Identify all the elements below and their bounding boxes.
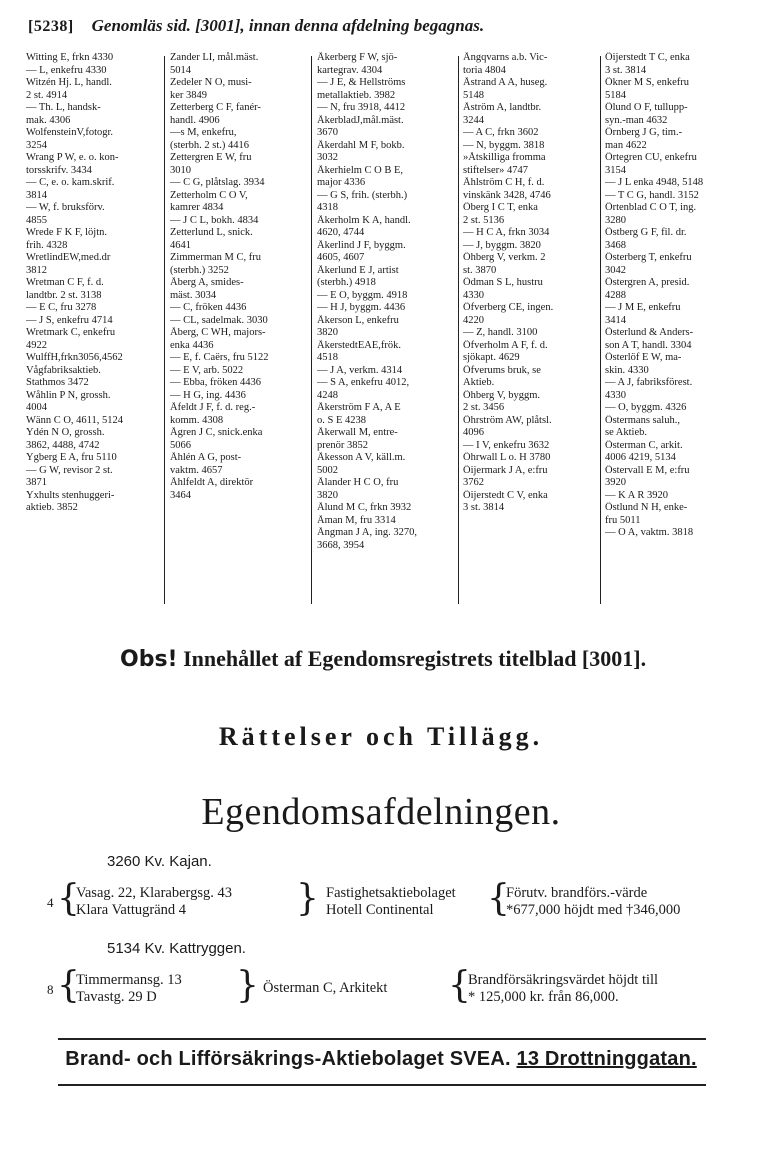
directory-entry: — C, e. o. kam.skrif.: [26, 177, 115, 188]
column-divider: [164, 56, 165, 604]
directory-entry: Aktieb.: [463, 377, 495, 388]
directory-entry: — E, f. Caërs, fru 5122: [170, 352, 269, 363]
directory-entry: frih. 4328: [26, 239, 68, 251]
directory-entry: Wrede F K F, löjtn.: [26, 227, 107, 238]
directory-entry: handl. 4906: [170, 114, 220, 126]
directory-entry: WretlindEW,med.dr: [26, 252, 111, 263]
directory-entry: Ölund O F, tullupp-: [605, 102, 688, 113]
directory-entry: Zetterholm C O V,: [170, 189, 248, 201]
directory-entry: »Åtskilliga fromma: [463, 152, 546, 163]
directory-entry: Österberg T, enkefru: [605, 252, 692, 263]
brace-icon: {: [57, 965, 80, 1006]
directory-entry: skin. 4330: [605, 364, 649, 376]
property-number: 8: [47, 982, 54, 997]
directory-entry: Zetterlund L, snick.: [170, 227, 253, 238]
directory-entry: Öhberg V, verkm. 2: [463, 252, 546, 263]
directory-entry: 3920: [605, 477, 626, 488]
directory-entry: Ångqvarns a.b. Vic-: [463, 52, 548, 63]
directory-entry: — L, enkefru 4330: [26, 64, 107, 76]
directory-entry: Witzén Hj. L, handl.: [26, 77, 112, 88]
directory-entry: Ödman S L, hustru: [463, 277, 543, 288]
directory-entry: — CL, sadelmak. 3030: [170, 314, 268, 326]
directory-entry: 4004: [26, 402, 47, 413]
directory-entry: 5014: [170, 64, 191, 76]
directory-entry: Zimmerman M C, fru: [170, 252, 261, 263]
directory-entry: Östervall E M, e:fru: [605, 464, 690, 476]
header-title: Genomläs sid. [3001], innan denna afdelning begagnas.: [91, 16, 485, 35]
directory-entry: 3668, 3954: [317, 539, 365, 551]
directory-entry: — A J, fabriksförest.: [605, 377, 693, 388]
directory-columns: [26, 52, 740, 607]
directory-entry: 3414: [605, 314, 626, 326]
notice: [120, 646, 750, 676]
directory-entry: — E O, byggm. 4918: [317, 289, 408, 301]
directory-entry: — J C L, bokh. 4834: [170, 214, 259, 226]
directory-entry: 2 st. 4914: [26, 89, 68, 101]
brace-icon: {: [448, 965, 471, 1006]
directory-entry: Wåhlin P N, grossh.: [26, 389, 111, 401]
directory-entry: — W, f. bruksförv.: [26, 202, 105, 213]
directory-entry: o. S E 4238: [317, 414, 367, 426]
brace-icon: }: [296, 878, 319, 919]
directory-entry: son A T, handl. 3304: [605, 339, 692, 351]
notice-text: Innehållet af Egendomsregistrets titelblad [3001].: [183, 646, 647, 671]
directory-entry: — H G, ing. 4436: [170, 389, 246, 401]
property-owner: Fastighetsaktiebolaget Hotell Continental: [326, 885, 456, 918]
directory-entry: Öijerstedt C V, enka: [463, 489, 548, 501]
directory-entry: 5002: [317, 464, 338, 476]
page-header: [28, 16, 738, 46]
directory-entry: prenör 3852: [317, 439, 369, 451]
directory-entry: 4620, 4744: [317, 227, 365, 238]
directory-entry: Öhberg V, byggm.: [463, 389, 541, 401]
directory-entry: Åkesson A V, käll.m.: [317, 452, 406, 463]
directory-entry: 3814: [26, 189, 47, 201]
directory-entry: enka 4436: [170, 339, 214, 351]
property-heading: 5134 Kv. Kattryggen.: [107, 940, 246, 957]
directory-entry: — C G, plåtslag. 3934: [170, 177, 265, 188]
directory-entry: Ågren J C, snick.enka: [170, 427, 263, 438]
directory-entry: Ålund M C, frkn 3932: [317, 502, 412, 513]
directory-entry: 4096: [463, 427, 484, 438]
directory-entry: 4641: [170, 239, 191, 251]
directory-entry: Zetterberg C F, fanér-: [170, 102, 261, 113]
divider-line: [58, 1038, 706, 1040]
directory-entry: 3 st. 3814: [463, 502, 505, 513]
directory-entry: Åberg, C WH, majors-: [170, 327, 266, 338]
property-address: Vasag. 22, Klarabergsg. 43 Klara Vattugränd 4: [76, 885, 232, 918]
directory-entry: Åkerwall M, entre-: [317, 427, 398, 438]
directory-entry: 3464: [170, 489, 191, 501]
directory-entry: ker 3849: [170, 89, 208, 101]
directory-entry: Österlund & Anders-: [605, 327, 694, 338]
directory-entry: 3820: [317, 327, 338, 338]
advertisement-main: Brand- och Lifförsäkrings-Aktiebolaget SVEA.: [65, 1048, 511, 1070]
directory-entry: — T C G, handl. 3152: [605, 189, 699, 201]
directory-entry: 3280: [605, 214, 626, 226]
property-value: Förutv. brandförs.-värde *677,000 höjdt med †346,000: [506, 885, 681, 918]
property-address: Timmermansg. 13 Tavastg. 29 D: [76, 972, 182, 1005]
directory-entry: vaktm. 4657: [170, 464, 223, 476]
notice-prefix: Obs!: [120, 647, 178, 672]
directory-entry: — G S, frih. (sterbh.): [317, 189, 408, 201]
directory-entry: — C, fröken 4436: [170, 302, 247, 313]
directory-entry: — J, byggm. 3820: [463, 239, 541, 251]
directory-entry: Öhrström AW, plåtsl.: [463, 414, 552, 426]
directory-entry: Åkerström F A, A E: [317, 402, 401, 413]
directory-entry: — N, byggm. 3818: [463, 139, 545, 151]
directory-entry: 3812: [26, 264, 47, 276]
directory-entry: 3820: [317, 489, 338, 501]
directory-entry: kartegrav. 4304: [317, 64, 383, 76]
directory-column-1: [26, 52, 158, 607]
directory-entry: — H C A, frkn 3034: [463, 227, 550, 238]
directory-entry: Öijermark J A, e:fru: [463, 464, 548, 476]
directory-entry: Wretman C F, f. d.: [26, 277, 104, 288]
directory-entry: — A C, frkn 3602: [463, 127, 539, 138]
directory-entry: Åkerhielm C O B E,: [317, 164, 404, 176]
directory-entry: Vågfabriksaktieb.: [26, 364, 101, 376]
directory-entry: Åkerberg F W, sjö-: [317, 52, 398, 63]
advertisement-address: 13 Drottninggatan.: [516, 1048, 697, 1070]
directory-entry: Åfeldt J F, f. d. reg.-: [170, 402, 256, 413]
directory-entry: — O A, vaktm. 3818: [605, 527, 694, 538]
directory-entry: Österlöf E W, ma-: [605, 352, 682, 363]
directory-entry: 3032: [317, 152, 338, 163]
directory-entry: Åkerdahl M F, bokb.: [317, 139, 405, 151]
directory-entry: 4288: [605, 289, 626, 301]
property-owner: Österman C, Arkitekt: [263, 980, 388, 996]
directory-entry: Åkerson L, enkefru: [317, 314, 399, 326]
directory-entry: 3 st. 3814: [605, 64, 647, 76]
directory-entry: WolfensteinV,fotogr.: [26, 127, 114, 138]
directory-entry: — E V, arb. 5022: [170, 364, 244, 376]
directory-column-3: [317, 52, 453, 607]
directory-entry: — J A, verkm. 4314: [317, 364, 403, 376]
directory-entry: —s M, enkefru,: [170, 127, 237, 138]
directory-entry: Östlund N H, enke-: [605, 502, 688, 513]
directory-entry: 2 st. 5136: [463, 214, 505, 226]
directory-entry: 5184: [605, 89, 626, 101]
directory-entry: 4605, 4607: [317, 252, 365, 263]
directory-entry: Örnberg J G, tim.-: [605, 127, 683, 138]
directory-entry: Ygberg E A, fru 5110: [26, 452, 117, 463]
divider-line: [58, 1084, 706, 1086]
directory-entry: Åhlén A G, post-: [170, 452, 242, 463]
directory-entry: 3862, 4488, 4742: [26, 439, 100, 451]
advertisement: [0, 1048, 762, 1080]
directory-entry: (sterbh.) 4918: [317, 277, 376, 288]
directory-entry: Ångman J A, ing. 3270,: [317, 527, 418, 538]
property-number: 4: [47, 895, 54, 910]
directory-column-4: [463, 52, 595, 607]
directory-entry: Wänn C O, 4611, 5124: [26, 414, 124, 426]
directory-entry: Öberg I C T, enka: [463, 202, 538, 213]
directory-entry: Öfverums bruk, se: [463, 364, 541, 376]
directory-entry: ÅkerstedtEAE,frök.: [317, 339, 401, 351]
directory-entry: Östergren A, presid.: [605, 277, 690, 288]
directory-entry: 3468: [605, 239, 626, 251]
directory-entry: 4248: [317, 389, 338, 401]
directory-entry: Zedeler N O, musi-: [170, 77, 252, 88]
directory-entry: Zander LI, mål.mäst.: [170, 52, 259, 63]
directory-entry: 4518: [317, 352, 338, 363]
directory-entry: toria 4804: [463, 64, 506, 76]
directory-entry: Stathmos 3472: [26, 377, 89, 388]
directory-entry: 4330: [605, 389, 626, 401]
section-title: Egendomsafdelningen.: [201, 791, 561, 833]
directory-entry: Yxhults stenhuggeri-: [26, 489, 115, 501]
directory-entry: 4855: [26, 214, 47, 226]
directory-entry: — K A R 3920: [605, 489, 669, 501]
directory-entry: landtbr. 2 st. 3138: [26, 289, 102, 301]
directory-entry: Ydén N O, grossh.: [26, 427, 105, 438]
directory-entry: Åstrand A A, huseg.: [463, 77, 548, 88]
directory-entry: Wretmark C, enkefru: [26, 327, 116, 338]
directory-entry: mäst. 3034: [170, 289, 217, 301]
directory-entry: — J E, & Hellströms: [317, 77, 406, 88]
directory-entry: 3010: [170, 164, 191, 176]
directory-entry: st. 3870: [463, 264, 497, 276]
directory-entry: Åberg A, smides-: [170, 277, 244, 288]
directory-entry: WulffH,frkn3056,4562: [26, 352, 123, 363]
directory-entry: — Th. L, handsk-: [26, 102, 101, 113]
directory-entry: Witting E, frkn 4330: [26, 52, 114, 63]
directory-entry: Åman M, fru 3314: [317, 514, 396, 526]
property-value: Brandförsäkringsvärdet höjdt till * 125,000 kr. från 86,000.: [468, 972, 659, 1005]
directory-entry: Ålander H C O, fru: [317, 477, 399, 488]
property-heading: 3260 Kv. Kajan.: [107, 853, 212, 870]
directory-entry: mak. 4306: [26, 114, 71, 126]
directory-entry: — N, fru 3918, 4412: [317, 102, 406, 113]
directory-entry: 4330: [463, 289, 484, 301]
page-number: [5238]: [28, 18, 74, 35]
directory-entry: — Ebba, fröken 4436: [170, 377, 261, 388]
directory-entry: Åkerholm K A, handl.: [317, 214, 411, 226]
directory-entry: — J L enka 4948, 5148: [605, 177, 704, 188]
column-divider: [458, 56, 459, 604]
directory-entry: komm. 4308: [170, 414, 224, 426]
directory-entry: — E C, fru 3278: [26, 302, 97, 313]
directory-entry: 2 st. 3456: [463, 402, 505, 413]
directory-entry: vinskänk 3428, 4746: [463, 189, 551, 201]
directory-entry: man 4622: [605, 139, 647, 151]
directory-entry: Zettergren E W, fru: [170, 152, 252, 163]
directory-entry: aktieb. 3852: [26, 502, 78, 513]
directory-entry: Öhrwall L o. H 3780: [463, 452, 551, 463]
directory-column-2: [170, 52, 306, 607]
directory-entry: Österman C, arkit.: [605, 439, 683, 451]
directory-entry: 3670: [317, 127, 338, 138]
directory-entry: Öfverberg CE, ingen.: [463, 302, 554, 313]
directory-entry: — Z, handl. 3100: [463, 327, 538, 338]
directory-entry: sjökapt. 4629: [463, 352, 520, 363]
directory-entry: — S A, enkefru 4012,: [317, 377, 410, 388]
directory-entry: 3154: [605, 164, 626, 176]
directory-entry: 4922: [26, 339, 47, 351]
directory-entry: — H J, byggm. 4436: [317, 302, 406, 313]
directory-entry: Östberg G F, fil. dr.: [605, 227, 687, 238]
directory-column-5: [605, 52, 739, 607]
directory-entry: 3871: [26, 477, 47, 488]
directory-entry: Åhlfeldt A, direktör: [170, 477, 254, 488]
directory-entry: 3244: [463, 114, 484, 126]
directory-entry: (sterbh.) 3252: [170, 264, 229, 276]
directory-entry: ÅkerbladJ,mål.mäst.: [317, 114, 404, 126]
directory-entry: 5066: [170, 439, 191, 451]
directory-entry: Örtenblad C O T, ing.: [605, 202, 697, 213]
directory-entry: — J S, enkefru 4714: [26, 314, 113, 326]
directory-entry: kamrer 4834: [170, 202, 224, 213]
directory-entry: fru 5011: [605, 514, 641, 526]
brace-icon: }: [236, 965, 259, 1006]
directory-entry: Åkerlind J F, byggm.: [317, 239, 406, 251]
directory-entry: Åström A, landtbr.: [463, 102, 542, 113]
directory-entry: — I V, enkefru 3632: [463, 439, 550, 451]
directory-entry: Östermans saluh.,: [605, 414, 680, 426]
corrections-title: Rättelser och Tillägg.: [218, 722, 544, 751]
directory-entry: torsskrifv. 3434: [26, 164, 92, 176]
directory-entry: Ökner M S, enkefru: [605, 77, 689, 88]
directory-entry: — G W, revisor 2 st.: [26, 464, 113, 476]
column-divider: [600, 56, 601, 604]
directory-entry: 3042: [605, 264, 626, 276]
directory-entry: — J M E, enkefru: [605, 302, 681, 313]
brace-icon: {: [57, 878, 80, 919]
directory-entry: metallaktieb. 3982: [317, 89, 396, 101]
directory-entry: Wrang P W, e. o. kon-: [26, 152, 119, 163]
directory-entry: Öijerstedt T C, enka: [605, 52, 690, 63]
directory-entry: syn.-man 4632: [605, 114, 668, 126]
directory-entry: 4318: [317, 202, 338, 213]
directory-entry: Örtegren CU, enkefru: [605, 152, 697, 163]
directory-entry: 3762: [463, 477, 484, 488]
directory-entry: 3254: [26, 139, 47, 151]
directory-entry: Öfverholm A F, f. d.: [463, 339, 548, 351]
directory-entry: major 4336: [317, 177, 366, 188]
brace-icon: {: [487, 878, 510, 919]
column-divider: [311, 56, 312, 604]
directory-entry: 4006 4219, 5134: [605, 452, 676, 463]
directory-entry: se Aktieb.: [605, 427, 647, 438]
directory-entry: (sterbh. 2 st.) 4416: [170, 139, 250, 151]
directory-entry: — O, byggm. 4326: [605, 402, 687, 413]
directory-entry: Åkerlund E J, artist: [317, 264, 399, 276]
directory-entry: stiftelser» 4747: [463, 164, 529, 176]
directory-entry: 4220: [463, 314, 484, 326]
directory-entry: 5148: [463, 89, 484, 101]
directory-entry: Åhlström C H, f. d.: [463, 177, 545, 188]
